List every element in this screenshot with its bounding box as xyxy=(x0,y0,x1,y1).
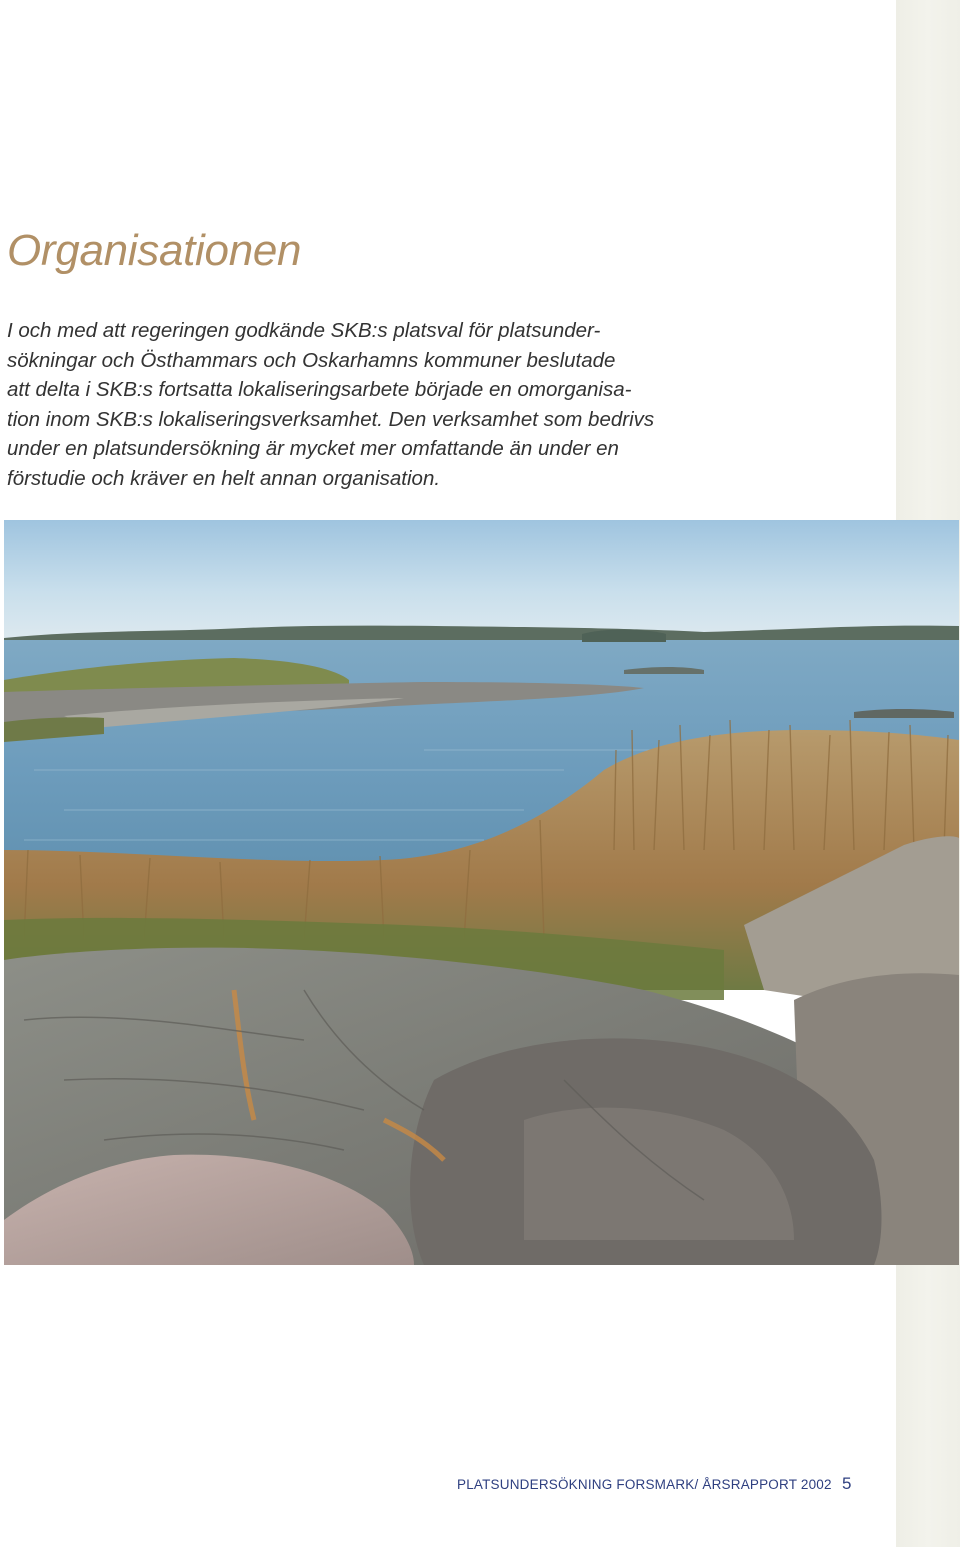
intro-line: tion inom SKB:s lokaliseringsverksamhet. Den verksamhet som bedrivs xyxy=(7,407,655,431)
intro-paragraph xyxy=(7,316,767,493)
intro-line: att delta i SKB:s fortsatta lokaliseringsarbete började en omorganisa- xyxy=(7,378,632,401)
page-number: 5 xyxy=(842,1474,852,1493)
intro-line: under en platsundersökning är mycket mer omfattande än under en xyxy=(7,437,619,460)
intro-line: förstudie och kräver en helt annan organisation. xyxy=(7,466,441,490)
coastal-landscape-illustration xyxy=(4,520,959,1265)
running-footer: PLATSUNDERSÖKNING FORSMARK/ ÅRSRAPPORT 2002 xyxy=(457,1477,832,1492)
page-title: Organisationen xyxy=(7,226,302,275)
coastal-landscape-photo xyxy=(4,520,959,1265)
intro-line: I och med att regeringen godkände SKB:s platsval för platsunder- xyxy=(7,319,601,342)
intro-line: sökningar och Östhammars och Oskarhamns kommuner beslutade xyxy=(7,348,616,372)
